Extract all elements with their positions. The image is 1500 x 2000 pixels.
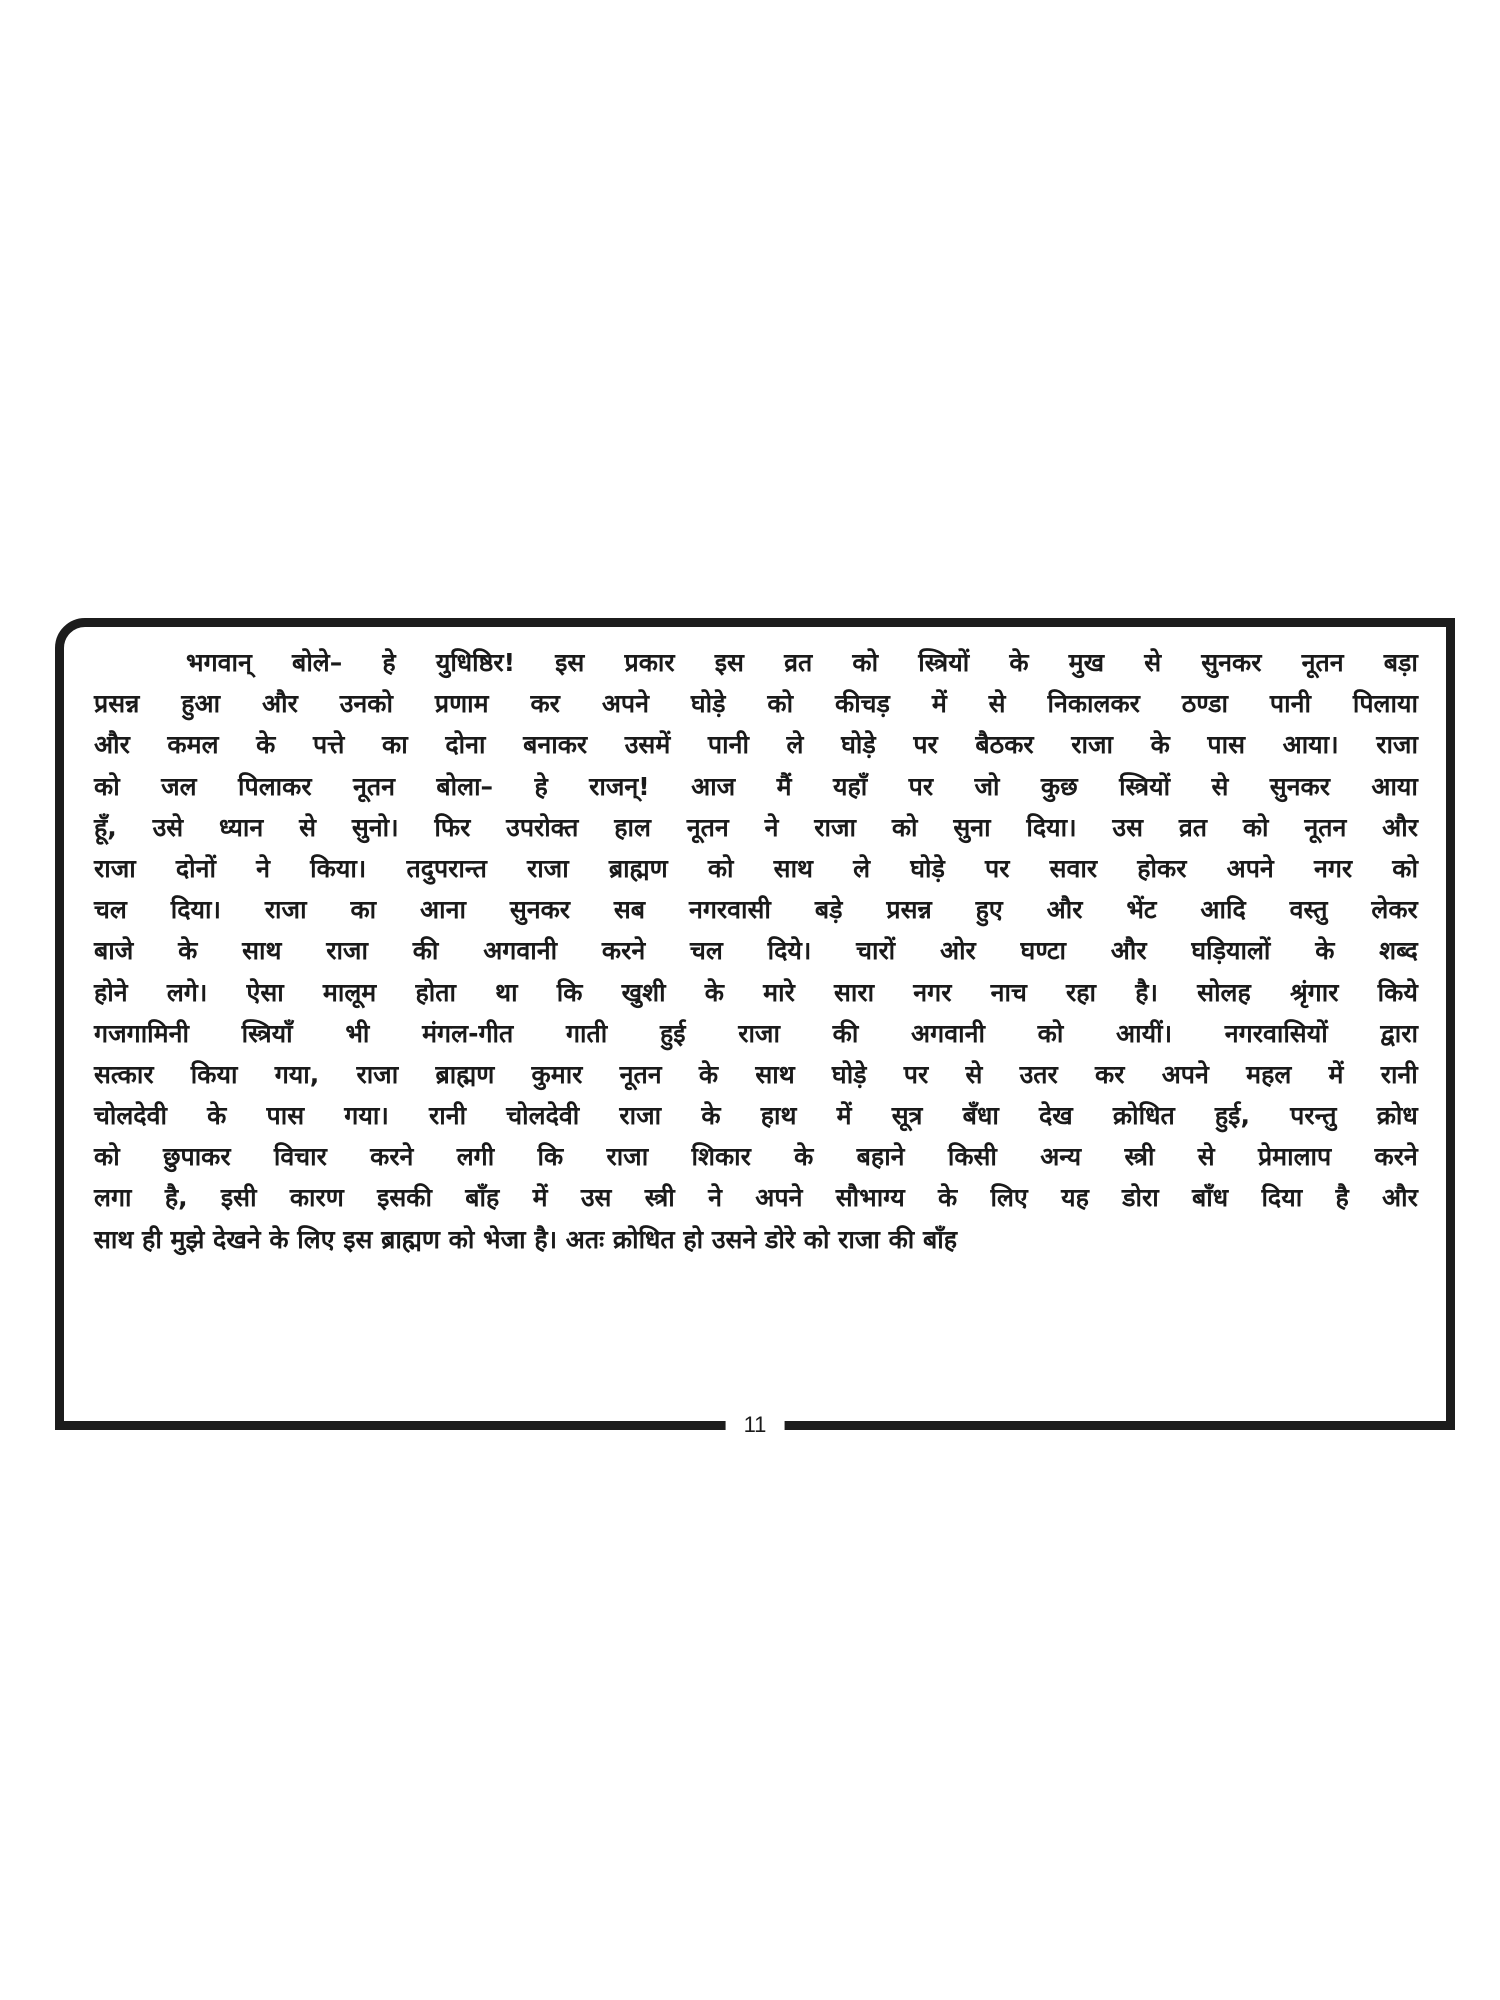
text-line-11: सत्कार किया गया, राजा ब्राह्मण कुमार नूतन के साथ घोड़े पर से उतर कर अपने महल में रानी: [94, 1059, 1418, 1089]
page-number: 11: [726, 1412, 785, 1438]
text-line-9: होने लगे। ऐसा मालूम होता था कि खुशी के मारे सारा नगर नाच रहा है। सोलह श्रृंगार किये: [94, 977, 1418, 1007]
text-line-6: राजा दोनों ने किया। तदुपरान्त राजा ब्राह्मण को साथ ले घोड़े पर सवार होकर अपने नगर को: [94, 853, 1418, 883]
text-line-5: हूँ, उसे ध्यान से सुनो। फिर उपरोक्त हाल नूतन ने राजा को सुना दिया। उस व्रत को नूतन और: [94, 812, 1418, 842]
text-box-frame: [55, 618, 1455, 1437]
text-line-4: को जल पिलाकर नूतन बोला– हे राजन्! आज मैं यहाँ पर जो कुछ स्त्रियों से सुनकर आया: [94, 771, 1418, 801]
text-line-10: गजगामिनी स्त्रियाँ भी मंगल-गीत गाती हुई राजा की अगवानी को आयीं। नगरवासियों द्वारा: [94, 1018, 1418, 1048]
text-line-13: को छुपाकर विचार करने लगी कि राजा शिकार के बहाने किसी अन्य स्त्री से प्रेमालाप करने: [94, 1142, 1418, 1172]
text-line-8: बाजे के साथ राजा की अगवानी करने चल दिये। चारों ओर घण्टा और घड़ियालों के शब्द: [94, 936, 1418, 966]
text-line-14: लगा है, इसी कारण इसकी बाँह में उस स्त्री ने अपने सौभाग्य के लिए यह डोरा बाँध दिया है और: [94, 1183, 1418, 1213]
text-line-3: और कमल के पत्ते का दोना बनाकर उसमें पानी ले घोड़े पर बैठकर राजा के पास आया। राजा: [94, 730, 1418, 760]
text-line-2: प्रसन्न हुआ और उनको प्रणाम कर अपने घोड़े को कीचड़ में से निकालकर ठण्डा पानी पिलाया: [94, 689, 1418, 719]
text-line-1: भगवान् बोले– हे युधिष्ठिर! इस प्रकार इस व्रत को स्त्रियों के मुख से सुनकर नूतन बड़ा: [186, 648, 1418, 677]
text-line-7: चल दिया। राजा का आना सुनकर सब नगरवासी बड़े प्रसन्न हुए और भेंट आदि वस्तु लेकर: [94, 895, 1418, 925]
body-text: [94, 645, 1418, 1263]
text-line-15: साथ ही मुझे देखने के लिए इस ब्राह्मण को भेजा है। अतः क्रोधित हो उसने डोरे को राजा की बाँह: [94, 1224, 957, 1254]
text-line-12: चोलदेवी के पास गया। रानी चोलदेवी राजा के हाथ में सूत्र बँधा देख क्रोधित हुई, परन्तु क्रोध: [94, 1101, 1418, 1131]
